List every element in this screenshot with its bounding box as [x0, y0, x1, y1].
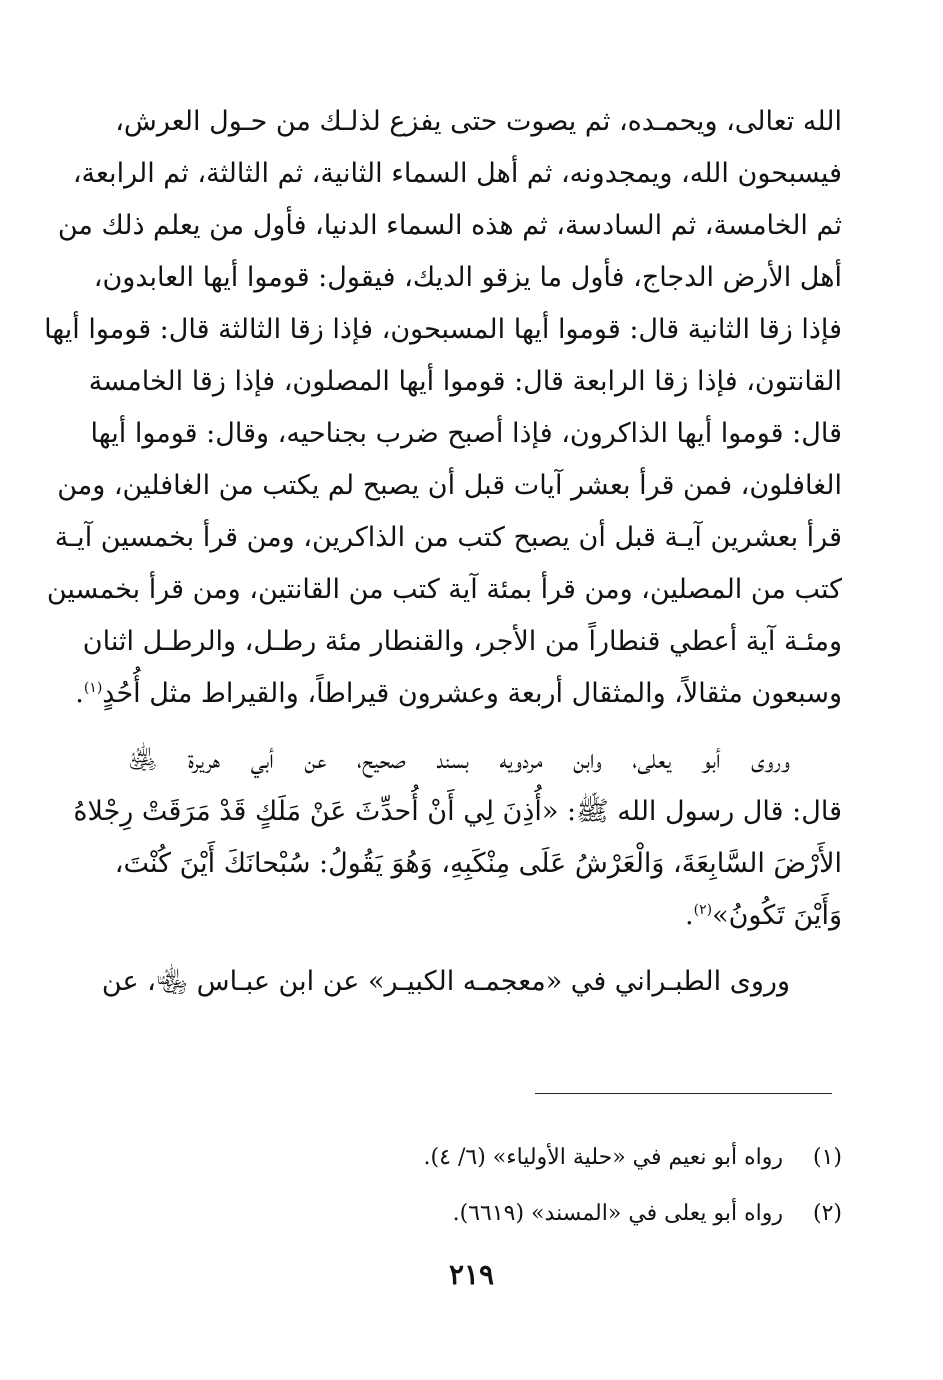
footnote-number: (٢) — [812, 1201, 842, 1226]
paragraph-2 — [73, 734, 842, 942]
main-text — [44, 96, 842, 1008]
text-line: ثم الخامسة، ثم السادسة، ثم هذه السماء الدنيا، فأول من يعلم ذلك من — [57, 210, 842, 241]
text-line: الأَرْضَ السَّابِعَةَ، وَالْعَرْشُ عَلَى مِنْكَبِهِ، وَهُوَ يَقُولُ: سُبْحانَكَ أَيْنَ كُنْتَ، — [114, 848, 842, 879]
text-line: فإذا زقا الثانية قال: قوموا أيها المسبحون، فإذا زقا الثالثة قال: قوموا أيها — [44, 314, 842, 345]
footnote-text: رواه أبو نعيم في «حلية الأولياء» (٦/ ٤). — [423, 1145, 783, 1170]
text-line: الغافلون، فمن قرأ بعشر آيات قبل أن يصبح لم يكتب من الغافلين، ومن — [57, 470, 842, 501]
text-line: القانتون، فإذا زقا الرابعة قال: قوموا أيها المصلون، فإذا زقا الخامسة — [88, 366, 842, 397]
page-number: ٢١٩ — [448, 1258, 495, 1291]
text-line: وروى الطبـراني في «معجمـه الكبيـر» عن ابن عبـاس ﵄، عن — [101, 966, 790, 997]
paragraph-3 — [101, 956, 842, 1008]
footnotes — [128, 1138, 842, 1250]
text-segment: وَأَيْنَ تَكُونُ» — [712, 900, 842, 931]
text-line: قال: قوموا أيها الذاكرون، فإذا أصبح ضرب بجناحيه، وقال: قوموا أيها — [90, 418, 842, 449]
footnote-number: (١) — [812, 1145, 842, 1170]
paragraph-1 — [44, 96, 842, 720]
footnote-2 — [128, 1194, 842, 1234]
text-line: قرأ بعشرين آيـة قبل أن يصبح كتب من الذاكرين، ومن قرأ بخمسين آيـة — [54, 522, 842, 553]
text-line: كتب من المصلين، ومن قرأ بمئة آية كتب من القانتين، ومن قرأ بخمسين — [46, 574, 842, 605]
text-line — [128, 890, 842, 942]
footnote-text: رواه أبو يعلى في «المسند» (٦٦١٩). — [452, 1201, 783, 1226]
text-line: ومئـة آية أعطي قنطاراً من الأجر، والقنطار مئة رطـل، والرطـل اثنان — [82, 626, 842, 657]
text-segment: . — [685, 900, 694, 931]
text-segment: وسبعون مثقالاً، والمثقال أربعة وعشرون قيراطاً، والقيراط مثل أُحُدٍ — [102, 678, 842, 709]
text-line: قال: قال رسول الله ﷺ: «أُذِنَ لِي أَنْ أُحدِّثَ عَنْ مَلَكٍ قَدْ مَرَقَتْ رِجْلاهُ — [73, 796, 842, 827]
footnote-marker-2[interactable]: (٢) — [693, 902, 713, 918]
text-line: الله تعالى، ويحمـده، ثم يصوت حتى يفزع لذلـك من حـول العرش، — [115, 106, 842, 137]
text-segment: . — [75, 678, 84, 709]
footnote-1 — [128, 1138, 842, 1178]
footnote-divider — [535, 1093, 832, 1094]
text-line — [75, 668, 842, 720]
footnote-marker-1[interactable]: (١) — [83, 680, 103, 696]
text-line: وروى أبو يعلى، وابن مردويه بسند صحيح، عن أبي هريرة ﵁ — [128, 744, 790, 775]
text-line: فيسبحون الله، ويمجدونه، ثم أهل السماء الثانية، ثم الثالثة، ثم الرابعة، — [72, 158, 842, 189]
text-line: أهل الأرض الدجاج، فأول ما يزقو الديك، فيقول: قوموا أيها العابدون، — [93, 262, 842, 293]
